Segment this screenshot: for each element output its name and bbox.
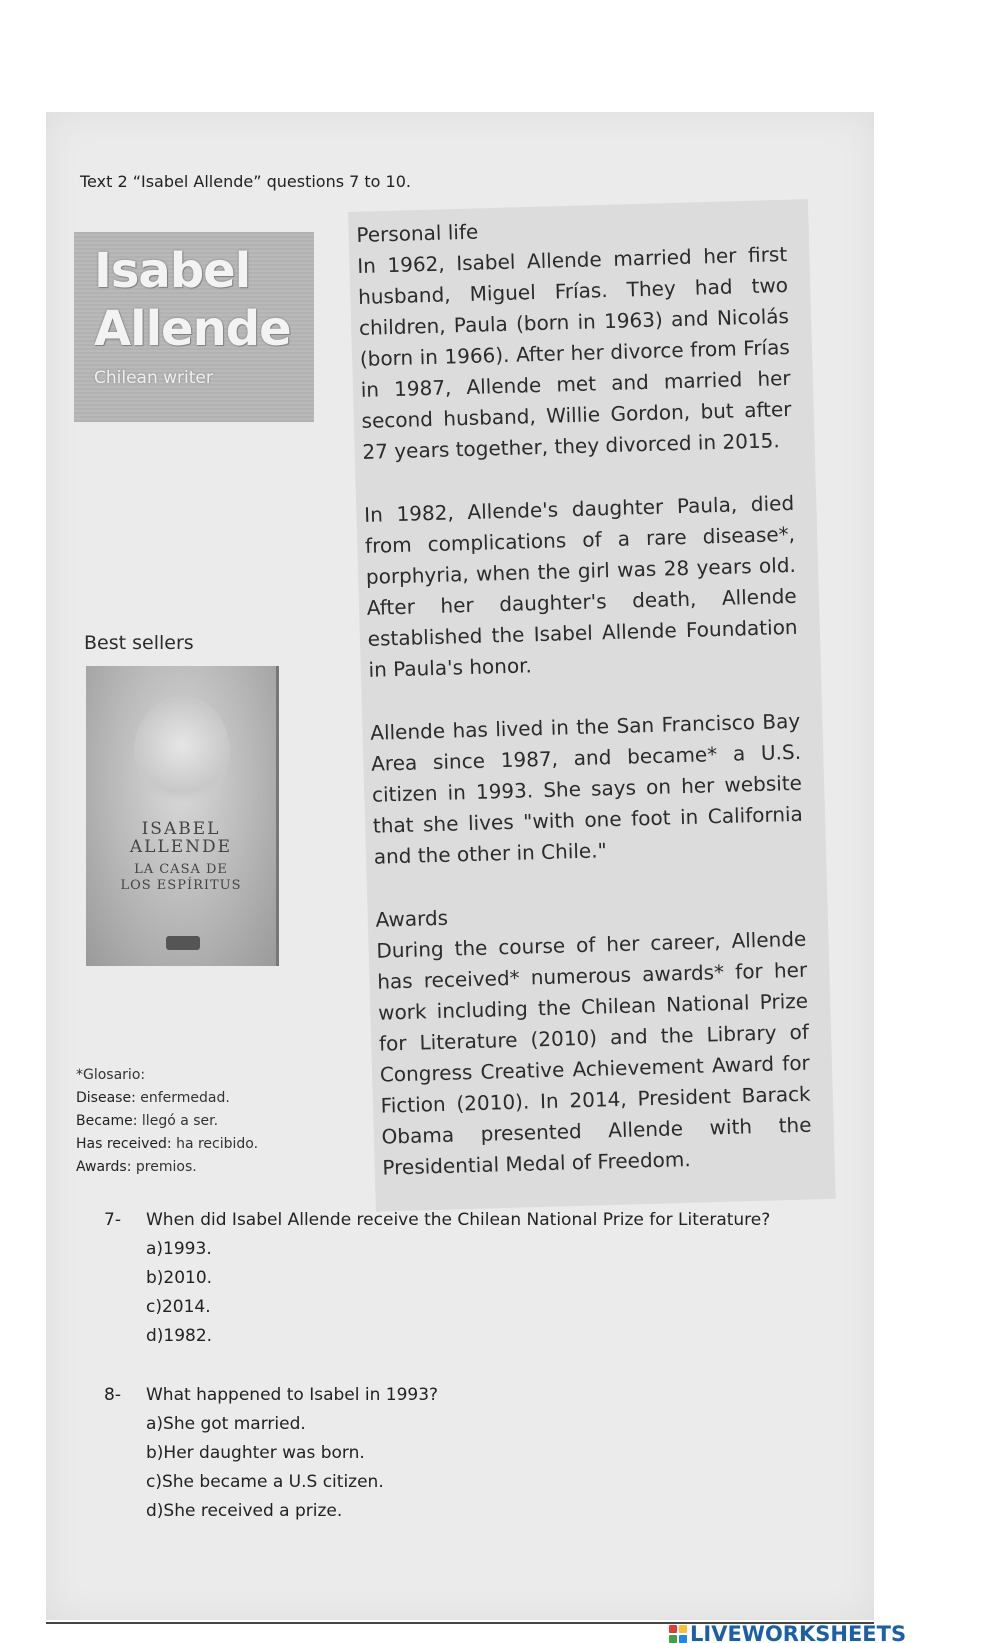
answer-option[interactable]: d)1982. [146, 1326, 213, 1346]
question-7 [104, 1206, 824, 1351]
answer-option[interactable]: d)She received a prize. [146, 1501, 343, 1521]
article-paragraph-1: In 1962, Isabel Allende married her first husband, Miguel Frías. They had two children, Paula (born in 1963) and Nicolás (born in 1966). After her divorce from Frías in 1987, Allende met and married her second husband, Willie Gordon, but after 27 years together, they divorced in 2015. [356, 241, 792, 464]
article-paragraph-3: Allende has lived in the San Francisco Bay Area since 1987, and became* a U.S. citizen in 1993. She says on her website that she lives "with one foot in California and the other in Chile." [369, 708, 804, 869]
book-cover-image [86, 666, 279, 966]
book-cover-author [86, 820, 276, 856]
question-header [104, 1381, 824, 1410]
personal-life-heading: Personal life [356, 219, 479, 247]
book-cover-author-line2: ALLENDE [129, 837, 233, 857]
author-banner-name-line2: Allende [94, 301, 291, 357]
glossary-term: Disease: [76, 1090, 136, 1106]
glossary-item [76, 1087, 258, 1110]
question-number: 7- [104, 1210, 121, 1230]
questions-section [104, 1206, 824, 1556]
liveworksheets-logo-text: LIVEWORKSHEETS [690, 1622, 907, 1643]
question-text: What happened to Isabel in 1993? [146, 1385, 439, 1405]
glossary-title: *Glosario: [76, 1067, 146, 1083]
worksheet-heading: Text 2 “Isabel Allende” questions 7 to 10. [80, 172, 411, 191]
book-cover-title-line1: LA CASA DE [134, 862, 228, 877]
glossary-term: Became: [76, 1113, 138, 1129]
glossary-item [76, 1110, 258, 1133]
glossary-item [76, 1133, 258, 1156]
glossary-definition: enfermedad. [140, 1090, 230, 1106]
author-banner-name [94, 242, 291, 358]
answer-option[interactable]: c)She became a U.S citizen. [146, 1472, 384, 1492]
answer-option[interactable]: a)She got married. [146, 1414, 306, 1434]
book-cover-title-line2: LOS ESPÍRITUS [120, 878, 242, 893]
article-text [356, 208, 814, 1216]
author-banner-subtitle: Chilean writer [94, 368, 213, 388]
glossary-definition: premios. [135, 1159, 197, 1175]
question-text: When did Isabel Allende receive the Chilean National Prize for Literature? [146, 1210, 771, 1230]
question-header [104, 1206, 824, 1235]
liveworksheets-logo-icon [668, 1624, 688, 1643]
question-number: 8- [104, 1385, 121, 1405]
glossary-definition: ha recibido. [176, 1136, 259, 1152]
book-cover-title [86, 862, 276, 894]
best-sellers-label: Best sellers [84, 632, 194, 654]
glossary-definition: llegó a ser. [141, 1113, 219, 1129]
author-banner-image [74, 232, 314, 422]
glossary-item [76, 1156, 258, 1179]
awards-heading: Awards [375, 905, 449, 932]
glossary [76, 1064, 258, 1179]
answer-option[interactable]: a)1993. [146, 1239, 212, 1259]
answer-option[interactable]: b)Her daughter was born. [146, 1443, 365, 1463]
author-banner-name-line1: Isabel [94, 243, 251, 299]
question-8 [104, 1381, 824, 1526]
answer-option[interactable]: b)2010. [146, 1268, 213, 1288]
glossary-term: Awards: [76, 1159, 132, 1175]
book-cover-portrait [134, 696, 230, 806]
article-paragraph-2: In 1982, Allende's daughter Paula, died from complications of a rare disease*, porphyria, when the girl was 28 years old. After her daughter's death, Allende established the Isabel Allende Foundation in Paula's honor. [363, 490, 798, 682]
book-cover-author-line1: ISABEL [141, 819, 221, 839]
article-paragraph-4: During the course of her career, Allende has received* numerous awards* for her work including the Chilean National Prize for Literature (2010) and the Library of Congress Creative Achievement Award for Fiction (2010). In 2014, President Barack Obama presented Allende with the Presidential Medal of Freedom. [376, 926, 812, 1180]
answer-option[interactable]: c)2014. [146, 1297, 211, 1317]
publisher-logo-icon [166, 936, 200, 950]
glossary-term: Has received: [76, 1136, 172, 1152]
